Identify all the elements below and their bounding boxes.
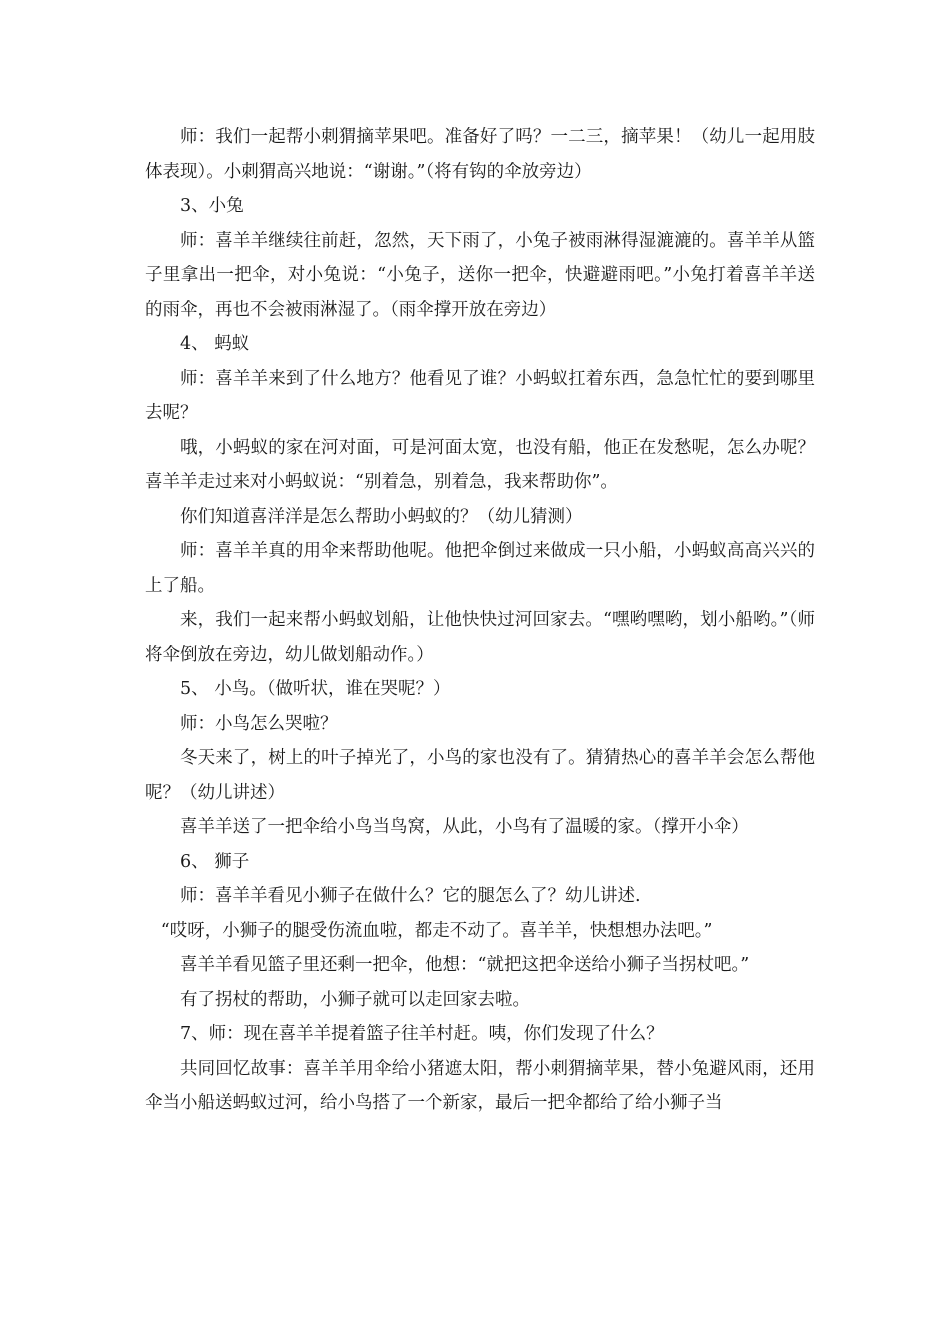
paragraph: 共同回忆故事：喜羊羊用伞给小猪遮太阳，帮小刺猬摘苹果，替小兔避风雨，还用伞当小船送蚂蚁过河，给小鸟搭了一个新家，最后一把伞都给了给小狮子当 (145, 1058, 815, 1113)
section-heading: 5、 小鸟。（做听状，谁在哭呢？） (180, 679, 451, 699)
paragraph: 师：小鸟怎么哭啦？ (180, 713, 338, 734)
document-body (145, 120, 815, 1121)
section-heading: 4、 蚂蚁 (180, 334, 250, 354)
paragraph: 师：喜羊羊真的用伞来帮助他呢。他把伞倒过来做成一只小船，小蚂蚁高高兴兴的上了船。 (145, 541, 815, 596)
paragraph: 来，我们一起来帮小蚂蚁划船，让他快快过河回家去。“嘿哟嘿哟，划小船哟。”（师将伞倒放在旁边，幼儿做划船动作。） (145, 610, 815, 665)
paragraph: 师：喜羊羊继续往前赶，忽然，天下雨了，小兔子被雨淋得湿漉漉的。喜羊羊从篮子里拿出一把伞，对小兔说：“小兔子，送你一把伞，快避避雨吧。”小兔打着喜羊羊送的雨伞，再也不会被雨淋湿了。（雨伞撑开放在旁边） (145, 230, 815, 320)
section-heading: 6、 狮子 (180, 851, 250, 872)
paragraph: 师：我们一起帮小刺猬摘苹果吧。准备好了吗？一二三，摘苹果！（幼儿一起用肢体表现）。小刺猬高兴地说：“谢谢。”（将有钩的伞放旁边） (145, 127, 815, 182)
paragraph: 师：喜羊羊看见小狮子在做什么？它的腿怎么了？幼儿讲述. (180, 886, 641, 906)
paragraph: 你们知道喜洋洋是怎么帮助小蚂蚁的？（幼儿猜测） (180, 506, 583, 527)
paragraph: 师：喜羊羊来到了什么地方？他看见了谁？小蚂蚁扛着东西，急急忙忙的要到哪里去呢？ (145, 368, 815, 423)
paragraph: “哎呀，小狮子的腿受伤流血啦，都走不动了。喜羊羊，快想想办法吧。” (160, 920, 713, 941)
paragraph: 7、师：现在喜羊羊提着篮子往羊村赶。咦，你们发现了什么？ (180, 1024, 664, 1044)
paragraph: 有了拐杖的帮助，小狮子就可以走回家去啦。 (180, 989, 530, 1010)
paragraph: 冬天来了，树上的叶子掉光了，小鸟的家也没有了。猜猜热心的喜羊羊会怎么帮他呢？（幼儿讲述） (145, 748, 815, 803)
paragraph: 喜羊羊送了一把伞给小鸟当鸟窝，从此，小鸟有了温暖的家。（撑开小伞） (180, 817, 749, 837)
paragraph: 喜羊羊看见篮子里还剩一把伞，他想：“就把这把伞送给小狮子当拐杖吧。” (180, 955, 750, 975)
section-heading: 3、小兔 (180, 196, 244, 216)
paragraph: 哦，小蚂蚁的家在河对面，可是河面太宽，也没有船，他正在发愁呢，怎么办呢？喜羊羊走过来对小蚂蚁说：“别着急，别着急，我来帮助你”。 (145, 437, 815, 492)
